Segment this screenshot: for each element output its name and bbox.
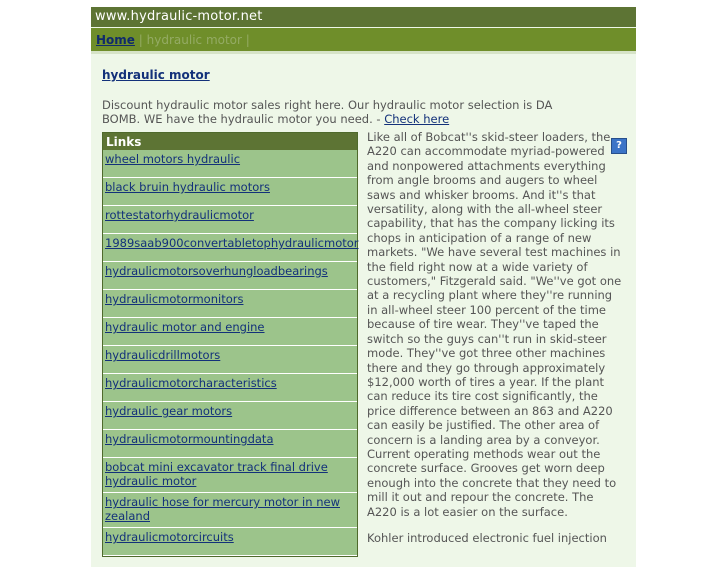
link-list-item: [103, 493, 357, 528]
article-paragraph: Like all of Bobcat''s skid-steer loaders, the A220 can accommodate myriad-powered and nonpowered attachments everything from angle brooms and augers to wheel saws and whisker brooms. And it''s that versatility, along with the all-wheel steer capability, that has the company licking its chops in anticipation of a range of new markets. "We have several test machines in the field right now at a wide variety of customers," Fitzgerald said. "We''ve got one at a recycling plant where they''re running in all-wheel steer 100 percent of the time because of tire wear. They''ve taped the switch so the guys can''t run in skid-steer mode. They''ve got three other machines there and they go through approximately $12,000 worth of tires a year. If the plant can reduce its tire cost significantly, the price difference between an 863 and A220 can easily be justified. The other area of concern is a landing area by a conveyor. Current operating methods wear out the concrete surface. Grooves get worn deep enough into the concrete that they need to mill it out and repour the concrete. The A220 is a lot easier on the surface.: [367, 130, 622, 519]
nav-home-link[interactable]: Home: [96, 33, 135, 47]
link-hydraulicmotormonitors[interactable]: hydraulicmotormonitors: [105, 292, 244, 306]
page-title-link[interactable]: hydraulic motor: [102, 68, 210, 82]
breadcrumb: [91, 28, 636, 54]
link-list-item: [103, 402, 357, 430]
link-overhung-load-bearings[interactable]: hydraulicmotorsoverhungloadbearings: [105, 264, 328, 278]
site-header: [91, 7, 636, 27]
link-hydraulic-motor-and-engine[interactable]: hydraulic motor and engine: [105, 320, 265, 334]
link-list-item: [103, 206, 357, 234]
link-hydraulic-gear-motors[interactable]: hydraulic gear motors: [105, 404, 233, 418]
link-list-item: [103, 178, 357, 206]
links-heading: Links: [103, 133, 357, 150]
link-list-item: [103, 290, 357, 318]
check-here-link[interactable]: Check here: [384, 112, 450, 126]
help-icon[interactable]: ?: [611, 138, 627, 154]
link-hydraulicmotorcircuits[interactable]: hydraulicmotorcircuits: [105, 530, 234, 544]
link-list-item: [103, 528, 357, 556]
link-rottestatorhydraulicmotor[interactable]: rottestatorhydraulicmotor: [105, 208, 254, 222]
link-list-item: [103, 318, 357, 346]
intro-body: Discount hydraulic motor sales right here. Our hydraulic motor selection is DA BOMB. WE have the hydraulic motor you need. -: [102, 98, 553, 126]
link-bobcat-mini-excavator[interactable]: bobcat mini excavator track final drive hydraulic motor: [105, 460, 328, 488]
link-list-item: [103, 150, 357, 178]
main-content: [91, 54, 636, 562]
site-title: www.hydraulic-motor.net: [95, 9, 263, 24]
link-wheel-motors-hydraulic[interactable]: wheel motors hydraulic: [105, 152, 241, 166]
link-black-bruin-hydraulic-motors[interactable]: black bruin hydraulic motors: [105, 180, 270, 194]
link-hydraulicmotormountingdata[interactable]: hydraulicmotormountingdata: [105, 432, 274, 446]
intro-text: [102, 98, 580, 126]
link-list-item: [103, 234, 357, 262]
article-text: [367, 130, 625, 557]
nav-current-page: hydraulic motor: [146, 33, 242, 47]
link-hydraulic-hose-mercury[interactable]: hydraulic hose for mercury motor in new zealand: [105, 495, 340, 523]
nav-separator: |: [245, 33, 250, 47]
links-box: [102, 132, 358, 557]
link-list-item: [103, 430, 357, 458]
link-list-item: [103, 374, 357, 402]
link-hydraulicmotorcharacteristics[interactable]: hydraulicmotorcharacteristics: [105, 376, 277, 390]
link-list-item: [103, 346, 357, 374]
link-1989saab900[interactable]: 1989saab900convertabletophydraulicmotor: [105, 236, 359, 250]
content-columns: [102, 132, 625, 562]
nav-separator: |: [138, 33, 143, 47]
link-list-item: [103, 262, 357, 290]
article-paragraph: Kohler introduced electronic fuel injection: [367, 530, 607, 545]
page-container: [91, 7, 636, 567]
link-list-item: [103, 458, 357, 493]
link-hydraulicdrillmotors[interactable]: hydraulicdrillmotors: [105, 348, 221, 362]
